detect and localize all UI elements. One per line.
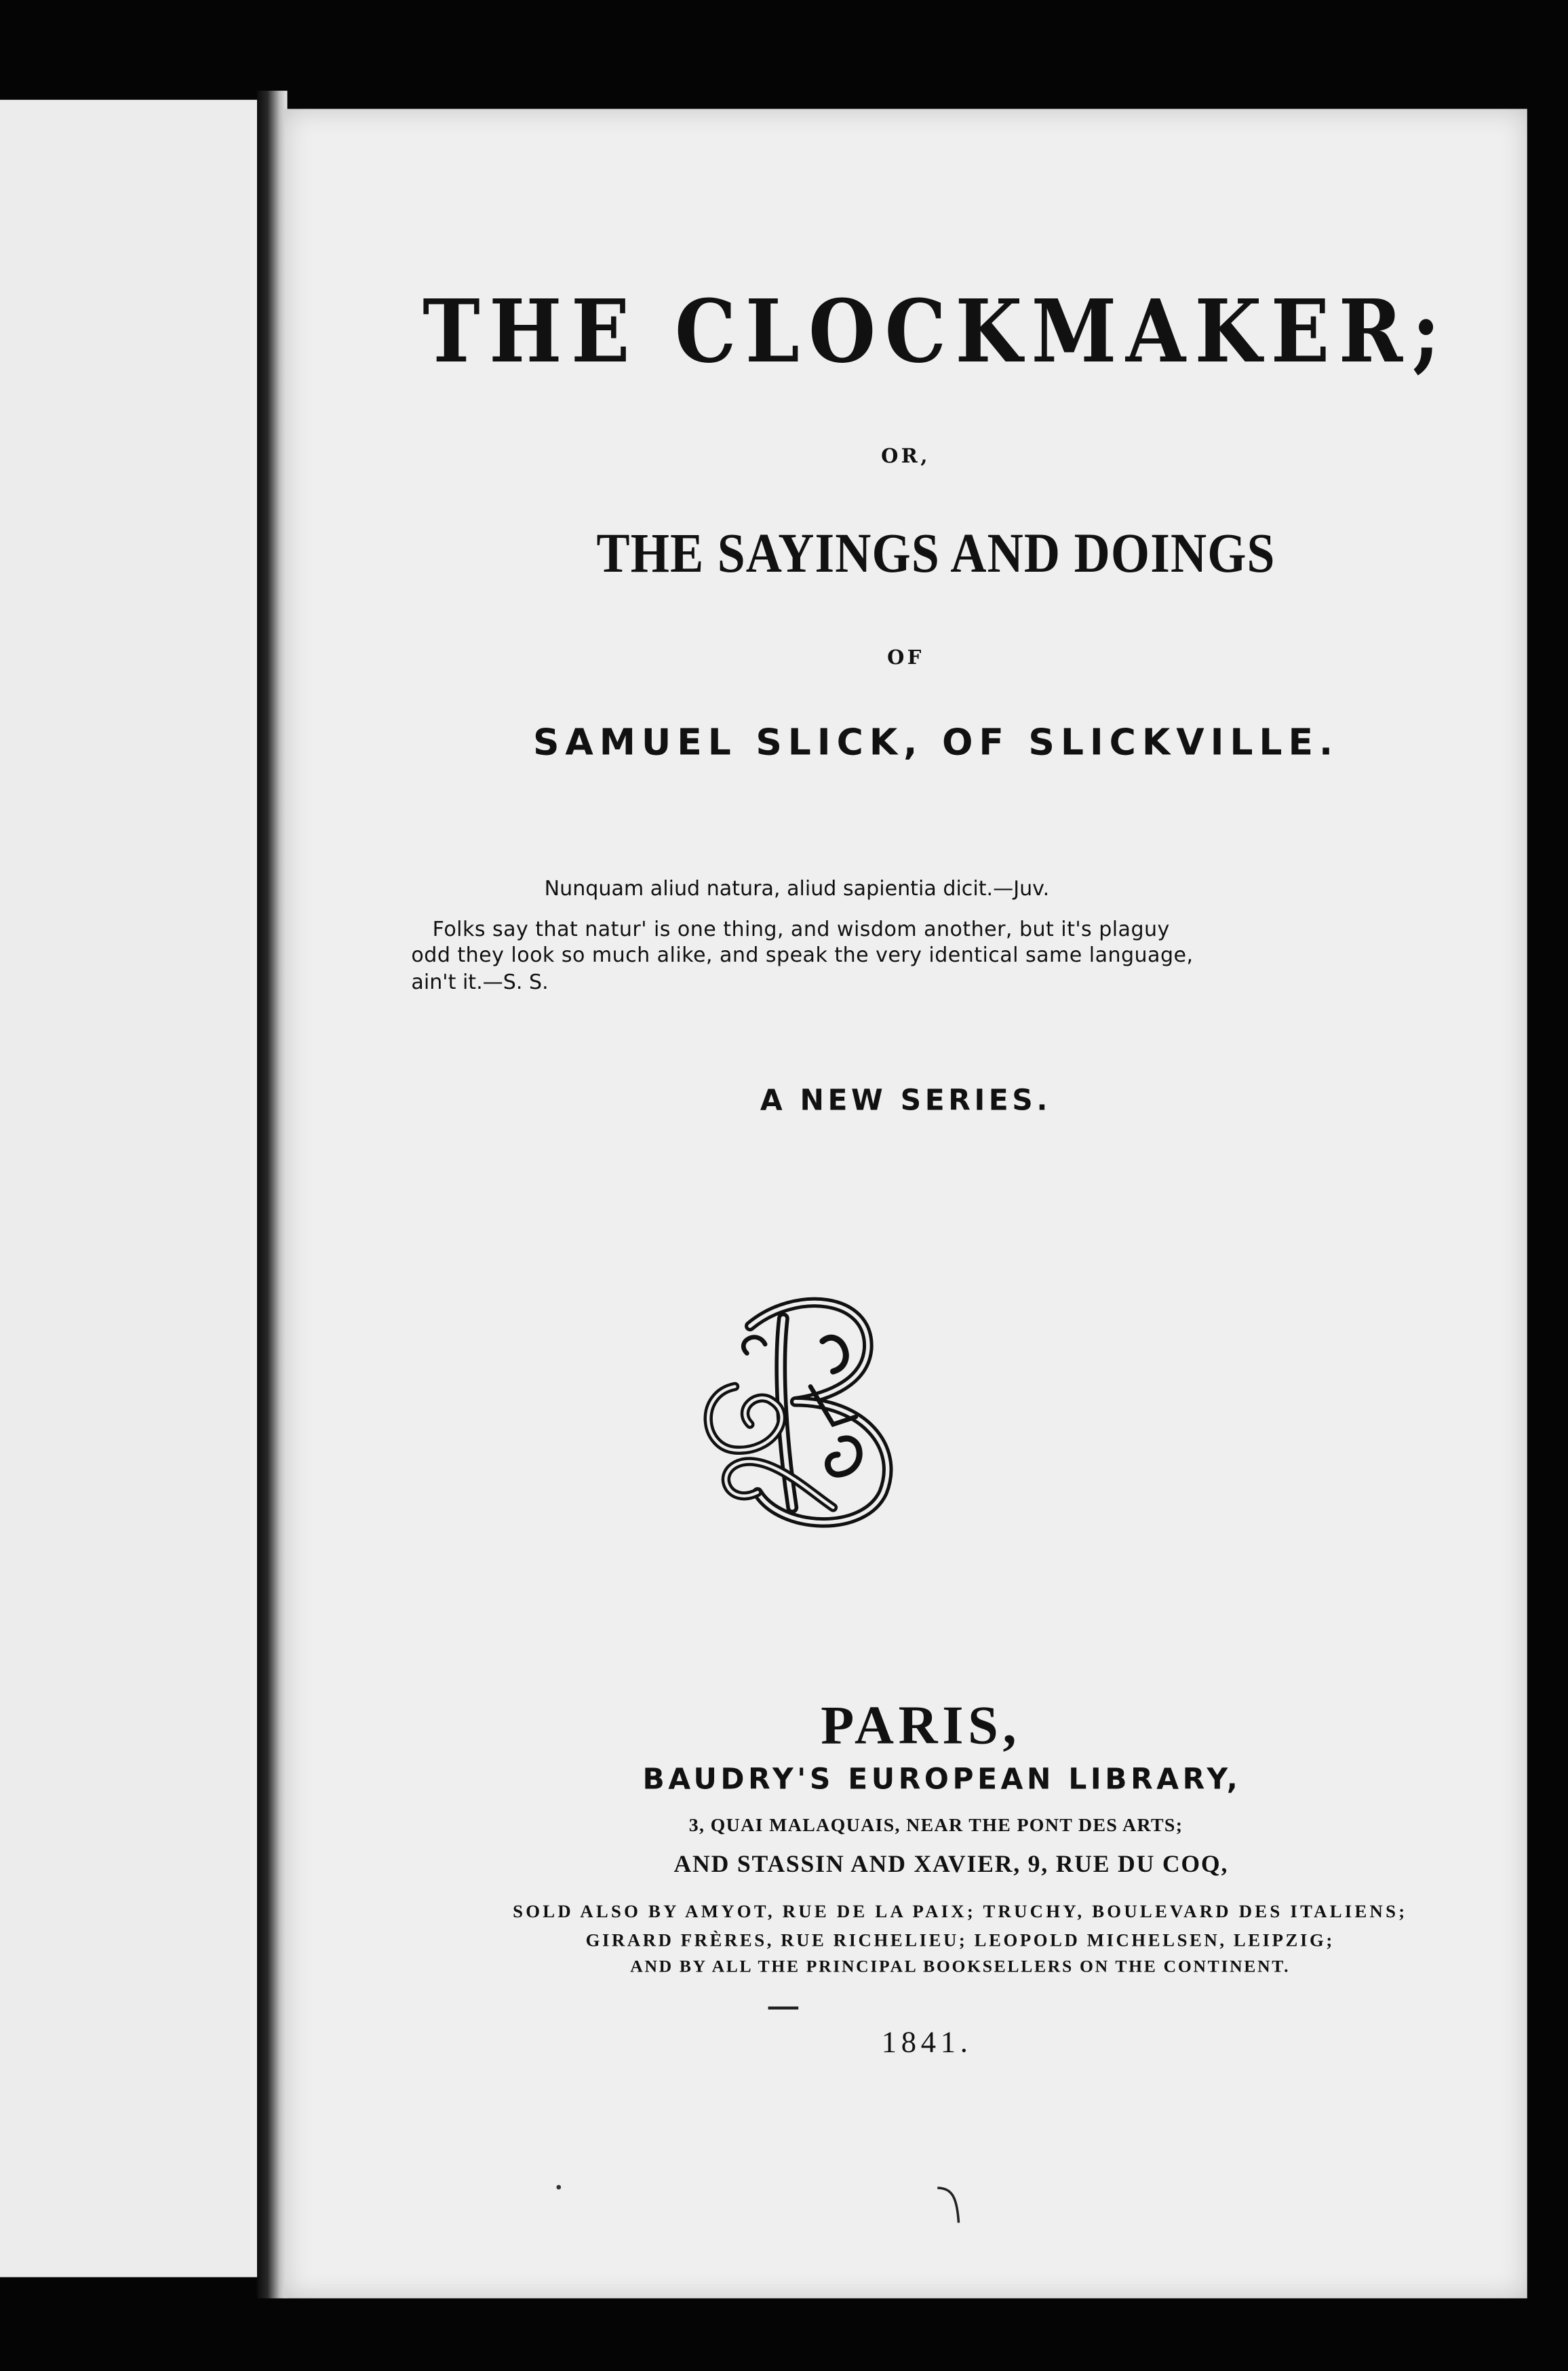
subtitle-connector-of: OF	[887, 647, 924, 670]
imprint-publisher: BAUDRY'S EUROPEAN LIBRARY,	[642, 1763, 1242, 1797]
epigraph-line: Nunquam aliud natura, aliud sapientia dicit.—Juv.	[544, 877, 1050, 901]
imprint-sold-also: SOLD ALSO BY AMYOT, RUE DE LA PAIX; TRUCHY, BOULEVARD DES ITALIENS;	[513, 1900, 1408, 1922]
imprint-address: 3, QUAI MALAQUAIS, NEAR THE PONT DES ARTS;	[688, 1814, 1183, 1836]
series-label: A NEW SERIES.	[760, 1084, 1052, 1118]
facing-blank-page	[0, 100, 266, 2277]
epigraph-line: ain't it.—S. S.	[411, 971, 549, 996]
book-subtitle: THE SAYINGS AND DOINGS	[596, 524, 1276, 586]
epigraph-line: Folks say that natur' is one thing, and wisdom another, but it's plaguy	[432, 918, 1170, 942]
book-title: THE CLOCKMAKER;	[423, 281, 1449, 384]
book-gutter	[257, 91, 288, 2298]
publisher-monogram-icon	[690, 1280, 916, 1537]
book-author: SAMUEL SLICK, OF SLICKVILLE.	[532, 721, 1339, 764]
imprint-co-publisher: AND STASSIN AND XAVIER, 9, RUE DU COQ,	[673, 1852, 1229, 1879]
imprint-sold-also: GIRARD FRÈRES, RUE RICHELIEU; LEOPOLD MICHELSEN, LEIPZIG;	[585, 1929, 1335, 1951]
title-page	[284, 109, 1527, 2298]
paper-mark	[935, 2183, 965, 2229]
paper-speck	[556, 2185, 561, 2190]
imprint-rule	[768, 2007, 799, 2010]
imprint-sold-also: AND BY ALL THE PRINCIPAL BOOKSELLERS ON THE CONTINENT.	[630, 1958, 1291, 1976]
epigraph-line: odd they look so much alike, and speak the very identical same language,	[411, 943, 1194, 968]
title-connector-or: OR,	[881, 446, 930, 469]
publication-year: 1841.	[881, 2026, 973, 2060]
imprint-city: PARIS,	[821, 1695, 1021, 1756]
